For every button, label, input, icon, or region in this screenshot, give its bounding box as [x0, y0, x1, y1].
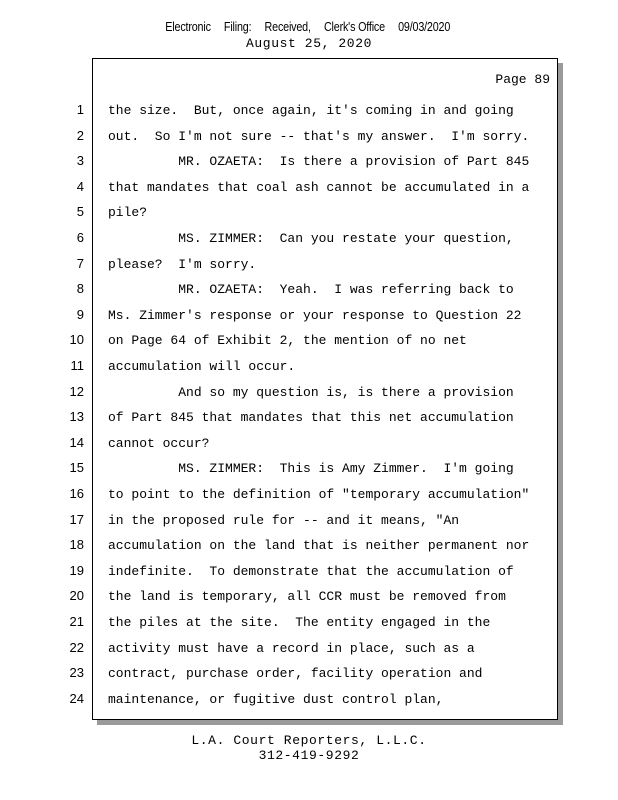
transcript-line: that mandates that coal ash cannot be accumulated in a	[108, 179, 530, 195]
transcript-line: MS. ZIMMER: Can you restate your question,	[108, 231, 514, 246]
transcript-line: in the proposed rule for -- and it means, "An	[108, 512, 460, 528]
footer-phone: 312-419-9292	[258, 748, 360, 763]
line-number: 17	[69, 511, 84, 527]
stamp-date: 09/03/2020	[398, 20, 451, 34]
transcript-line: MR. OZAETA: Yeah. I was referring back to	[108, 282, 514, 298]
transcript-line: Ms. Zimmer's response or your response to Question 22	[108, 307, 522, 323]
transcript-line: on Page 64 of Exhibit 2, the mention of no net	[108, 333, 467, 349]
transcript-frame	[92, 58, 558, 720]
transcript-line: the size. But, once again, it's coming in and going	[108, 103, 514, 118]
transcript-line: the piles at the site. The entity engaged in the	[108, 615, 491, 630]
transcript-line: to point to the definition of "temporary accumulation"	[108, 487, 530, 502]
line-number: 10	[69, 332, 84, 348]
line-number: 20	[69, 588, 84, 604]
line-number: 2	[76, 127, 84, 143]
stamp-filing: Filing:	[223, 20, 252, 34]
header-date: August 25, 2020	[245, 36, 373, 51]
line-number: 1	[76, 102, 84, 117]
transcript-line: accumulation will occur.	[108, 359, 296, 374]
transcript-line: MS. ZIMMER: This is Amy Zimmer. I'm going	[108, 461, 514, 477]
transcript-line: MR. OZAETA: Is there a provision of Part 845	[108, 154, 530, 170]
line-number: 13	[69, 409, 84, 425]
transcript-line: maintenance, or fugitive dust control plan,	[108, 691, 444, 707]
transcript-line: please? I'm sorry.	[108, 256, 257, 272]
transcript-line: contract, purchase order, facility operation and	[108, 666, 483, 682]
line-number: 24	[69, 690, 84, 706]
transcript-line: accumulation on the land that is neither permanent nor	[108, 538, 530, 554]
transcript-line: out. So I'm not sure -- that's my answer. I'm sorry.	[108, 128, 530, 144]
line-number: 21	[69, 614, 84, 629]
line-number: 6	[76, 230, 84, 245]
stamp-electronic: Electronic	[165, 20, 211, 34]
line-number: 8	[76, 281, 84, 297]
stamp-clerks-office: Clerk's Office	[323, 20, 385, 34]
line-number: 15	[69, 460, 84, 476]
page-number: Page 89	[495, 72, 550, 87]
line-number: 16	[69, 486, 84, 501]
line-number: 22	[69, 639, 84, 655]
line-number: 5	[76, 204, 84, 220]
line-number: 11	[70, 358, 84, 373]
transcript-line: activity must have a record in place, such as a	[108, 640, 475, 656]
stamp-received: Received,	[264, 20, 311, 34]
transcript-line: And so my question is, is there a provision	[108, 384, 514, 400]
footer-company: L.A. Court Reporters, L.L.C.	[191, 733, 427, 748]
transcript-line: indefinite. To demonstrate that the accumulation of	[108, 563, 514, 579]
line-number: 14	[69, 434, 84, 450]
line-number: 7	[76, 255, 84, 271]
transcript-line: the land is temporary, all CCR must be removed from	[108, 589, 506, 605]
transcript-line: cannot occur?	[108, 435, 210, 451]
line-number: 19	[69, 562, 84, 578]
line-number: 4	[76, 178, 84, 194]
line-number: 23	[69, 665, 84, 681]
line-number: 3	[76, 153, 84, 169]
transcript-line: pile?	[108, 205, 148, 221]
line-number: 9	[76, 306, 84, 322]
filing-stamp	[42, 20, 573, 34]
line-number: 18	[69, 537, 84, 553]
transcript-line: of Part 845 that mandates that this net accumulation	[108, 410, 514, 426]
line-number: 12	[69, 383, 84, 399]
